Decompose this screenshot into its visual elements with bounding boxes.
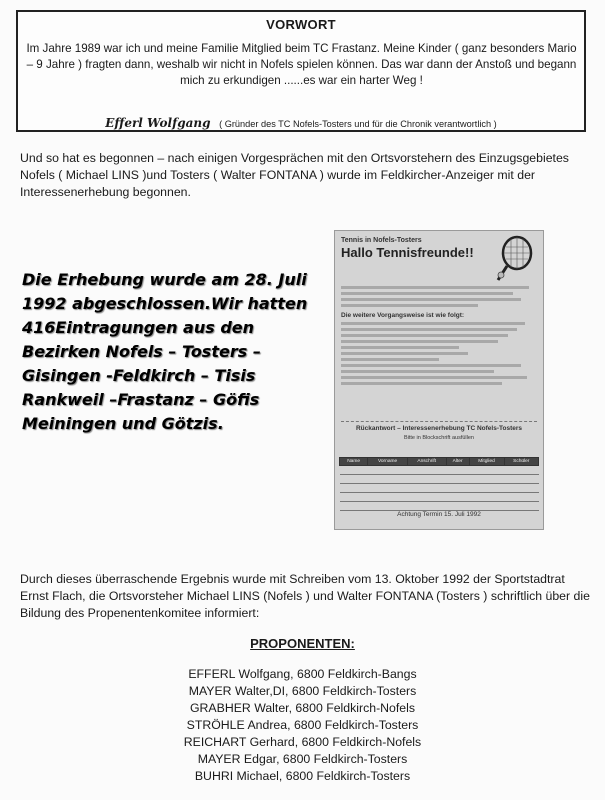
proponent-item: MAYER Edgar, 6800 Feldkirch-Tosters: [197, 752, 408, 766]
flyer-small-title: Tennis in Nofels-Tosters: [341, 237, 422, 244]
proponent-item: EFFERL Wolfgang, 6800 Feldkirch-Bangs: [188, 667, 417, 681]
survey-result-line: 1992 abgeschlossen.Wir hatten: [22, 294, 308, 313]
flyer-header: [341, 237, 474, 260]
flyer-table-header: Mitglied: [469, 458, 504, 466]
survey-flyer-image: [334, 230, 544, 530]
outcome-paragraph: Durch dieses überraschende Ergebnis wurde mit Schreiben vom 13. Oktober 1992 der Sportstadtrat Ernst Flach, die Ortsvorsteher Michael LINS (Nofels ) und Walter FONTANA (Tosters ) schriftlich über die Bildung des Propenentenkomitee informiert:: [20, 572, 590, 620]
flyer-reply-heading: Rückantwort – Interessenerhebung TC Nofels-Tosters: [341, 421, 537, 432]
flyer-table-header: Alter: [446, 458, 469, 466]
tennis-racket-icon: [493, 235, 537, 283]
survey-result-block: [22, 268, 322, 436]
signature-name: Efferl Wolfgang: [105, 116, 211, 130]
proponent-item: MAYER Walter,DI, 6800 Feldkirch-Tosters: [188, 684, 417, 698]
flyer-reply-note: Bitte in Blockschrift ausfüllen: [403, 435, 474, 441]
foreword-box: [16, 10, 586, 132]
proponents-list: [0, 666, 605, 785]
foreword-text: Im Jahre 1989 war ich und meine Familie Mitglied beim TC Frastanz. Meine Kinder ( ganz besonders Mario – 9 Jahre ) fragten dann, weshalb wir nicht in Nofels spielen können. Das war dann der Anstoß und begann mich zu erkundigen ......es war ein harter Weg !: [26, 42, 577, 87]
signature-note: ( Gründer des TC Nofels-Tosters und für die Chronik verantwortlich ): [219, 119, 497, 129]
flyer-deadline: Achtung Termin 15. Juli 1992: [397, 511, 481, 518]
signature-line: [18, 116, 584, 130]
survey-result-line: Die Erhebung wurde am 28. Juli: [22, 270, 307, 289]
proponent-item: STRÖHLE Andrea, 6800 Feldkirch-Tosters: [186, 718, 419, 732]
survey-result-line: Bezirken Nofels – Tosters –: [22, 342, 261, 361]
proponent-item: BUHRI Michael, 6800 Feldkirch-Tosters: [194, 769, 411, 783]
proponent-item: GRABHER Walter, 6800 Feldkirch-Nofels: [189, 701, 416, 715]
flyer-title: Hallo Tennisfreunde!!: [341, 245, 474, 260]
proponent-item: REICHART Gerhard, 6800 Feldkirch-Nofels: [183, 735, 422, 749]
survey-result-line: Gisingen -Feldkirch – Tisis: [22, 366, 256, 385]
flyer-table-header: Vorname: [368, 458, 408, 466]
intro-paragraph: Und so hat es begonnen – nach einigen Vorgesprächen mit den Ortsvorstehern des Einzugsgebietes Nofels ( Michael LINS )und Tosters ( Walter FONTANA ) wurde im Feldkircher-Anzeiger mit der Interessenerhebung begonnen.: [20, 151, 569, 199]
flyer-subheading: Die weitere Vorgangsweise ist wie folgt:: [341, 312, 465, 319]
flyer-table-header: Schüler: [504, 458, 538, 466]
foreword-title: VORWORT: [266, 17, 336, 32]
survey-result-line: 416Eintragungen aus den: [22, 318, 255, 337]
proponents-heading: PROPONENTEN:: [250, 636, 355, 651]
flyer-table-header: Name: [340, 458, 368, 466]
flyer-reply-table: [339, 457, 539, 511]
flyer-table-header: Anschrift: [407, 458, 446, 466]
flyer-body: [341, 283, 537, 388]
survey-result-line: Meiningen und Götzis.: [22, 414, 224, 433]
survey-result-line: Rankweil –Frastanz – Göfis: [22, 390, 260, 409]
